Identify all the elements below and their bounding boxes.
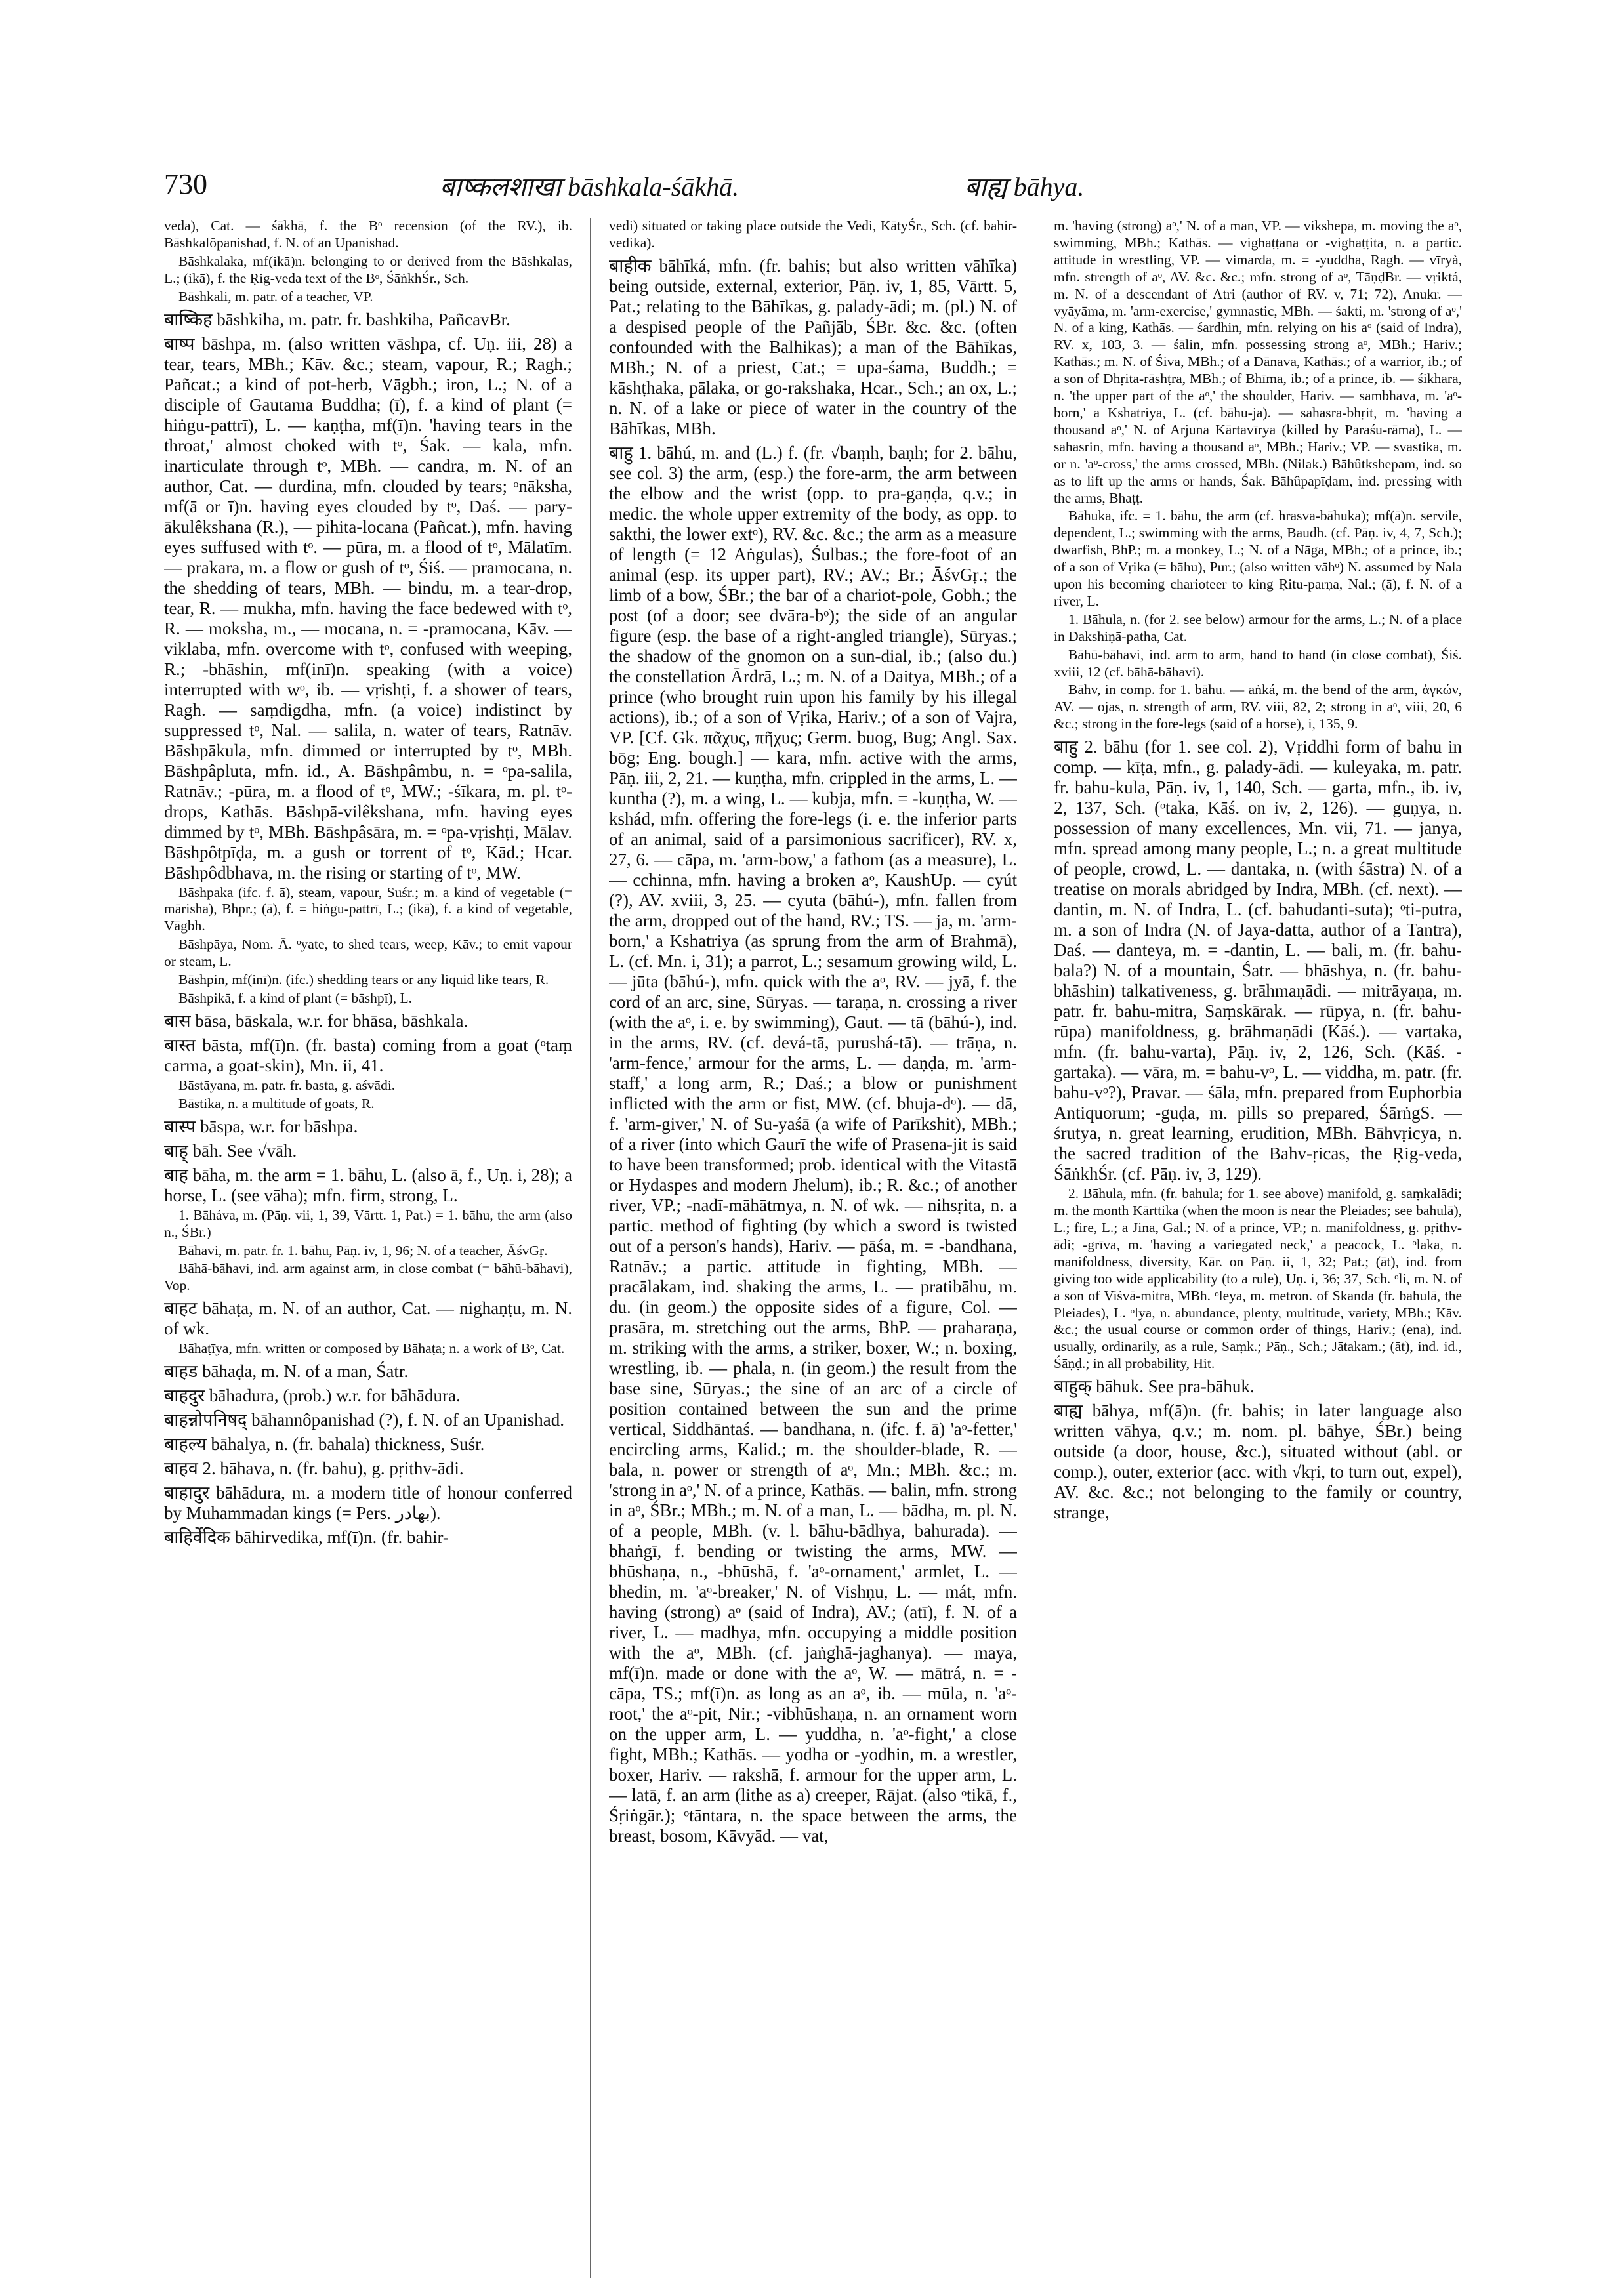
dictionary-entry: vedi) situated or taking place outside the Vedi, KātyŚr., Sch. (cf. bahir-vedika). [609,218,1017,251]
dictionary-entry: Bāhū-bāhavi, ind. arm to arm, hand to hand (in close combat), Śiś. xviii, 12 (cf. bāhā-bāhavi). [1054,646,1462,680]
dictionary-entry: बाह्य bāhya, mf(ā)n. (fr. bahis; in later language also written vāhya, q.v.; m. nom. pl. bāhye, ŚBr.) being outside (a door, house, &c.), situated without (abl. or comp.), outer, exterior (acc. with √kṛi, to turn out, expel), AV. &c. &c.; not belonging to the family or country, strange, [1054,1401,1462,1523]
dictionary-entry: Bāhuka, ifc. = 1. bāhu, the arm (cf. hrasva-bāhuka); mf(ā)n. servile, dependent, L.; swimming with the arms, Baudh. (cf. Pāṇ. iv, 4, 7, Sch.); dwarfish, BhP.; m. a monkey, L.; N. of a Nāga, MBh.; of a prince, ib.; of a son of Vṛika (= bāhu), Pur.; (also written vāhᵒ) N. assumed by Nala upon his becoming charioteer to king Ṛitu-parṇa, Nal.; (ā), f. N. of a river, L. [1054,508,1462,609]
text-column-1 [164,218,572,2285]
dictionary-entry: बाहन्नोपनिषद् bāhannôpanishad (?), f. N. of an Upanishad. [164,1410,564,1430]
header-left-guideword: बाष्कलशाखा bāshkala-śākhā. [440,172,739,201]
dictionary-entry: Bāhv, in comp. for 1. bāhu. — aṅká, m. the bend of the arm, ἀγκών, AV. — ojas, n. strength of arm, RV. viii, 82, 2; strong in aᵒ, viii, 20, 6 &c.; strong in the fore-legs (said of a horse), i, 135, 9. [1054,682,1462,732]
dictionary-entry: बाहव 2. bāhava, n. (fr. bahu), g. pṛithv-ādi. [164,1458,464,1479]
dictionary-entry: Bāshpin, mf(inī)n. (ifc.) shedding tears or any liquid like tears, R. [178,972,549,988]
dictionary-entry: बाष्प bāshpa, m. (also written vāshpa, cf. Uṇ. iii, 28) a tear, tears, MBh.; Kāv. &c.; steam, vapour, R.; Ragh.; Pañcat.; a kind of pot-herb, Vāgbh.; iron, L.; N. of a disciple of Gautama Buddha; (ī), f. a kind of plant (= hiṅgu-pattrī), L. — kaṇṭha, mf(ī)n. 'having tears in the throat,' almost choked with tᵒ, Śak. — kala, mfn. inarticulate through tᵒ, MBh. — candra, m. N. of an author, Cat. — durdina, mfn. clouded by tears; ᵒnāksha, mf(ā or ī)n. having eyes clouded by tᵒ, Daś. — pary-ākulêkshana (R.), — pihita-locana (Pañcat.), mfn. having eyes suffused with tᵒ. — pūra, m. a flood of tᵒ, Mālatīm. — prakara, m. a flow or gush of tᵒ, Śiś. — pramocana, n. the shedding of tears, MBh. — bindu, m. a tear-drop, tear, R. — mukha, mfn. having the face bedewed with tᵒ, R. — moksha, m., — mocana, n. = -pramocana, Kāv. — viklaba, mfn. overcome with tᵒ, confused with weeping, R.; -bhāshin, mf(inī)n. speaking (with a voice) interrupted with wᵒ, ib. — vṛishṭi, f. a shower of tears, Ragh. — saṃdigdha, mfn. (a voice) indistinct by suppressed tᵒ, Nal. — salila, n. water of tears, Ratnāv. Bāshpākula, mfn. dimmed or interrupted by tᵒ, MBh. Bāshpâpluta, mfn. id., A. Bāshpâmbu, n. = ᵒpa-salila, Ratnāv.; -pūra, m. a flood of tᵒ, MW.; -śīkara, m. pl. tᵒ-drops, Kathās. Bāshpā-vilêkshana, mfn. having eyes dimmed by tᵒ, MBh. Bāshpâsāra, m. = ᵒpa-vṛishṭi, Mālav. Bāshpôtpīḍa, m. a gush or torrent of tᵒ, Kād.; Hcar. Bāshpôdbhava, m. the rising or starting of tᵒ, MW. [164,333,572,882]
dictionary-entry: बाहल्य bāhalya, n. (fr. bahala) thickness, Suśr. [164,1434,485,1455]
dictionary-entry: बास्प bāspa, w.r. for bāshpa. [164,1116,358,1136]
dictionary-entry: बाहु 1. bāhú, m. and (L.) f. (fr. √baṃh, baṇh; for 2. bāhu, see col. 3) the arm, (esp.) the fore-arm, the arm between the elbow and the wrist (opp. to pra-gaṇḍa, q.v.; in medic. the whole upper extremity of the body, as opp. to sakthi, the lower extᵒ), RV. &c. &c.; the arm as a measure of length (= 12 Aṅgulas), Śulbas.; the fore-foot of an animal (esp. its upper part), RV.; AV.; Br.; ĀśvGṛ.; the limb of a bow, ŚBr.; the bar of a chariot-pole, Gobh.; the post (of a door; see dvāra-bᵒ); the side of an angular figure (esp. the base of a right-angled triangle), Sūryas.; the shadow of the gnomon on a sun-dial, ib.; (also du.) the constellation Ārdrā, L.; m. N. of a Daitya, MBh.; of a prince (who brought ruin upon his family by his illegal actions), ib.; of a son of Vṛika, Hariv.; of a son of Vajra, VP. [Cf. Gk. πᾶχυς, πῆχυς; Germ. buog, Bug; Angl. Sax. bōg; Eng. bough.] — kara, mfn. active with the arms, Pāṇ. iii, 2, 21. — kuṇṭha, mfn. crippled in the arms, L. — kuntha (?), m. a wing, L. — kubja, mfn. = -kuṇṭha, W. — kshád, mfn. offering the fore-legs (i. e. the inferior parts of an animal, said of a parsimonious sacrificer), RV. x, 27, 6. — cāpa, m. 'arm-bow,' a fathom (as a measure), L. — cchinna, mfn. having a broken aᵒ, KaushUp. — cyút (?), AV. xviii, 3, 25. — cyuta (bāhú-), mfn. fallen from the arm, dropped out of the hand, RV.; TS. — ja, m. 'arm-born,' a Kshatriya (as sprung from the arm of Brahmā), L. (cf. Mn. i, 31); a parrot, L.; sesamum growing wild, L. — jūta (bāhú-), mfn. quick with the aᵒ, RV. — jyā, f. the cord of an arc, sine, Sūryas. — taraṇa, n. crossing a river (with the aᵒ, i. e. by swimming), Gaut. — tā (bāhú-), ind. in the arms, RV. (cf. devá-tā, purushá-tā). — trāṇa, n. 'arm-fence,' armour for the arms, L. — daṇḍa, m. 'arm-staff,' a long arm, R.; Daś.; a blow or punishment inflicted with the arm or fist, MW. (cf. bhuja-dᵒ). — dā, f. 'arm-giver,' N. of Su-yaśā (a wife of Parīkshit), MBh.; of a river (into which Gaurī the wife of Prasena-jit is said to have been transformed; prob. identical with the Vitastā or Hydaspes and modern Jhelum), ib.; R. &c.; of another river, VP.; -nadī-māhātmya, n. N. of wk. — nihsṛita, n. a partic. method of fighting (by which a sword is twisted out of a person's hands), Hariv. — pāśa, m. = -bandhana, Ratnāv.; a partic. attitude in fighting, MBh. — pracālakam, ind. shaking the arms, L. — pratibāhu, m. du. (in geom.) the opposite sides of a figure, Col. — prasāra, m. stretching out the arms, BhP. — praharaṇa, m. striking with the arms, a striker, boxer, W.; n. boxing, wrestling, ib. — phala, n. (in geom.) the result from the base sine, Sūryas.; the sine of an arc of a circle of position contained between the sun and the prime vertical, Siddhāntaś. — bandhana, n. (ifc. f. ā) 'aᵒ-fetter,' encircling arms, Kalid.; m. the shoulder-blade, R. — bala, n. power or strength of aᵒ, Mn.; MBh. &c.; m. 'strong in aᵒ,' N. of a prince, Kathās. — balin, mfn. strong in aᵒ, ŚBr.; MBh.; m. N. of a man, L. — bādha, m. pl. N. of a people, MBh. (v. l. bāhu-bādhya, bahurada). — bhaṅgī, f. bending or twisting the arms, MW. — bhūshaṇa, n., -bhūshā, f. 'aᵒ-ornament,' armlet, L. — bhedin, m. 'aᵒ-breaker,' N. of Vishṇu, L. — mát, mfn. having (strong) aᵒ (said of Indra), AV.; (atī), f. N. of a river, L. — madhya, mfn. occupying a middle position with the aᵒ, MBh. (cf. jaṅghā-jaghanya). — maya, mf(ī)n. made or done with the aᵒ, W. — mātrá, n. = -cāpa, TS.; mf(ī)n. as long as an aᵒ, ib. — mūla, n. 'aᵒ-root,' the aᵒ-pit, Nir.; -vibhūshaṇa, n. an ornament worn on the upper arm, L. — yuddha, n. 'aᵒ-fight,' a close fight, MBh.; Kathās. — yodha or -yodhin, m. a wrestler, boxer, Hariv. — rakshā, f. armour for the upper arm, L. — latā, f. an arm (lithe as a) creeper, Rājat. (also ᵒtikā, f., Śṛiṅgār.); ᵒtāntara, n. the space between the arms, the breast, bosom, Kāvyād. — vat, [609,442,1017,1846]
dictionary-entry: Bāshkalaka, mf(ikā)n. belonging to or derived from the Bāshkalas, L.; (ikā), f. the Ṛig-veda text of the Bᵒ, ŚāṅkhŚr., Sch. [164,253,572,286]
dictionary-entry: बाहट bāhaṭa, m. N. of an author, Cat. — nighaṇṭu, m. N. of wk. [164,1298,572,1339]
dictionary-entry: बाह् bāh. See √vāh. [164,1140,297,1161]
dictionary-entry: 1. Bāhula, n. (for 2. see below) armour for the arms, L.; N. of a place in Dakshiṇā-patha, Cat. [1054,611,1462,644]
dictionary-entry: बाहिर्वेदिक bāhirvedika, mf(ī)n. (fr. bahir- [164,1527,449,1548]
dictionary-entry: बाहुक् bāhuk. See pra-bāhuk. [1054,1376,1255,1397]
dictionary-entry: 1. Bāháva, m. (Pāṇ. vii, 1, 39, Vārtt. 1, Pat.) = 1. bāhu, the arm (also n., ŚBr.) [164,1207,572,1240]
dictionary-entry: बाहड bāhaḍa, m. N. of a man, Śatr. [164,1361,409,1382]
dictionary-entry: Bāhā-bāhavi, ind. arm against arm, in close combat (= bāhū-bāhavi), Vop. [164,1260,572,1294]
dictionary-entry: Bāshpaka (ifc. f. ā), steam, vapour, Suśr.; m. a kind of vegetable (= mārisha), Bhpr.; (ā), f. = hiṅgu-pattrī, L.; (ikā), f. a kind of vegetable, Vāgbh. [164,884,572,934]
dictionary-entry: बास bāsa, bāskala, w.r. for bhāsa, bāshkala. [164,1010,468,1031]
dictionary-entry: veda), Cat. — śākhā, f. the Bᵒ recension (of the RV.), ib. Bāshkalôpanishad, f. N. of an Upanishad. [164,218,572,251]
page-header [164,167,1460,207]
dictionary-entry: m. 'having (strong) aᵒ,' N. of a man, VP. — vikshepa, m. moving the aᵒ, swimming, MBh.; Kathās. — vighaṭṭana or -vighaṭṭita, n. a partic. attitude in wrestling, VP. — vimarda, m. = -yuddha, Ragh. — vīryà, mfn. strength of aᵒ, AV. &c. &c.; mfn. strong of aᵒ, TāṇḍBr. — vṛiktá, m. N. of a descendant of Atri (author of RV. v, 71; 72), Anukr. — vyāyāma, m. 'arm-exercise,' gymnastic, MBh. — śakti, m. 'strong of aᵒ,' N. of a king, Kathās. — śardhin, mfn. relying on his aᵒ (said of Indra), RV. x, 103, 3. — śālin, mfn. possessing strong aᵒ, MBh.; Hariv.; Kathās.; m. N. of Śiva, MBh.; of a Dānava, Kathās.; of a warrior, ib.; of a son of Dhṛita-rāshṭra, MBh.; of Bhīma, ib.; of a prince, ib. — śikhara, n. 'the upper part of the aᵒ,' the shoulder, Hariv. — sambhava, m. 'aᵒ-born,' a Kshatriya, L. (cf. bāhu-ja). — sahasra-bhṛit, m. 'having a thousand aᵒ,' N. of Arjuna Kārtavīrya (killed by Paraśu-rāma), L. — sahasrin, mfn. having a thousand aᵒ, MBh.; Hariv.; VP. — svastika, m. or n. 'aᵒ-cross,' the arms crossed, MBh. (Nilak.) Bāhûtkshepam, ind. so as to lift up the arms or hands, Śak. Bāhûpapīḍam, ind. pressing with the arms, Bhaṭṭ. [1054,218,1462,506]
header-right-guideword: बाह्य bāhya. [965,172,1085,201]
text-column-2 [609,218,1017,2285]
dictionary-entry: Bāshkali, m. patr. of a teacher, VP. [178,288,373,304]
dictionary-entry: Bāstāyana, m. patr. fr. basta, g. aśvādi. [178,1077,396,1093]
dictionary-entry: बाहदुर bāhadura, (prob.) w.r. for bāhādura. [164,1386,461,1406]
column-divider [590,218,591,2278]
dictionary-entry: बाष्किह bāshkiha, m. patr. fr. bashkiha, PañcavBr. [164,309,510,329]
dictionary-entry: बाहु 2. bāhu (for 1. see col. 2), Vṛiddhi form of bahu in comp. — kīṭa, mfn., g. palady-ādi. — kuleyaka, m. patr. fr. bahu-kula, Pāṇ. iv, 1, 140, Sch. — garta, mfn., ib. iv, 2, 137, Sch. (ᵒtaka, Kāś. on iv, 2, 126). — guṇya, n. possession of many excellences, Mn. vii, 71. — janya, mfn. spread among many people, L.; n. a great multitude of people, crowd, L. — dantaka, n. (with śāstra) N. of a treatise on morals abridged by Indra, MBh. (cf. next). — dantin, m. N. of Indra, L. (cf. bahudanti-suta); ᵒti-putra, m. a son of Indra (N. of Jaya-datta, author of a Tantra), Daś. — danteya, m. = -dantin, L. — bali, m. (fr. bahu-bala?) N. of a mountain, Śatr. — bhāshya, n. (fr. bahu-bhāshin) talkativeness, g. brāhmaṇādi. — mitrāyaṇa, m. patr. fr. bahu-mitra, Saṃskārak. — rūpya, n. (fr. bahu-rūpa) manifoldness, g. brāhmaṇādi (Kāś.). — vartaka, mfn. (fr. bahu-varta), Pāṇ. iv, 2, 126, Sch. (Kāś. -gartaka). — vāra, m. = bahu-vᵒ, L. — viddha, m. patr. (fr. bahu-vᵒ?), Pravar. — śāla, mfn. prepared from Euphorbia Antiquorum; -guḍa, m. pills so prepared, ŚārṅgS. — śrutya, n. great learning, erudition, MBh. Bāhvṛicya, n. the sacred tradition of the Bahv-ṛicas, the Ṛig-veda, ŚāṅkhŚr. (cf. Pāṇ. iv, 3, 129). [1054,737,1462,1184]
dictionary-entry: 2. Bāhula, mfn. (fr. bahula; for 1. see above) manifold, g. saṃkalādi; m. the month Kārttika (when the moon is near the Pleiades; see bahulā), L.; fire, L.; a Jina, Gal.; N. of a prince, VP.; n. manifoldness, g. pṛithv-ādi; -grīva, m. 'having a variegated neck,' a peacock, L. ᵒlaka, n. manifoldness, diversity, Kār. on Pāṇ. ii, 1, 32; Pat.; (āt), ind. from giving too wide applicability (to a rule), Uṇ. i, 36; 37, Sch. ᵒli, m. N. of a son of Viśvā-mitra, MBh. ᵒleya, m. metron. of Skanda (fr. bahulā, the Pleiades), L. ᵒlya, n. abundance, plenty, multitude, variety, MBh.; Kāv. &c.; the usual course or common order of things, Hariv.; (ena), ind. usually, ordinarily, as a rule, Saṃk.; Pāṇ., Sch.; Jātakam.; (āt), ind. id., Śāṇḍ.; in all probability, Hit. [1054,1186,1462,1372]
page-number: 730 [164,168,207,200]
dictionary-entry: बाहीक bāhīká, mfn. (fr. bahis; but also written vāhīka) being outside, external, exterior, Pāṇ. iv, 1, 85, Vārtt. 5, Pat.; relating to the Bāhīkas, g. palady-ādi; m. (pl.) N. of a despised people of the Pañjāb, ŚBr. &c. &c. (often confounded with the Balhikas); a man of the Bāhīkas, MBh.; N. of a priest, Cat.; = upa-śama, Buddh.; = kāshṭhaka, pālaka, or go-rakshaka, Hcar., Sch.; an ox, L.; n. N. of a lake or piece of water in the country of the Bāhīkas, MBh. [609,255,1017,438]
text-column-3 [1054,218,1462,2285]
dictionary-entry: बास्त bāsta, mf(ī)n. (fr. basta) coming from a goat (ᵒtaṃ carma, a goat-skin), Mn. ii, 41. [164,1035,572,1075]
dictionary-entry: Bāhavi, m. patr. fr. 1. bāhu, Pāṇ. iv, 1, 96; N. of a teacher, ĀśvGṛ. [178,1242,548,1258]
dictionary-entry: बाहादुर bāhādura, m. a modern title of honour conferred by Muhammadan kings (= Pers. بهادر). [164,1483,572,1523]
dictionary-entry: Bāhaṭīya, mfn. written or composed by Bāhaṭa; n. a work of Bᵒ, Cat. [178,1340,565,1357]
dictionary-entry: Bāshpāya, Nom. Ā. ᵒyate, to shed tears, weep, Kāv.; to emit vapour or steam, L. [164,936,572,970]
dictionary-entry: बाह bāha, m. the arm = 1. bāhu, L. (also ā, f., Uṇ. i, 28); a horse, L. (see vāha); mfn. firm, strong, L. [164,1165,572,1205]
dictionary-entry: Bāshpikā, f. a kind of plant (= bāshpī), L. [178,989,413,1006]
dictionary-entry: Bāstika, n. a multitude of goats, R. [178,1095,375,1111]
